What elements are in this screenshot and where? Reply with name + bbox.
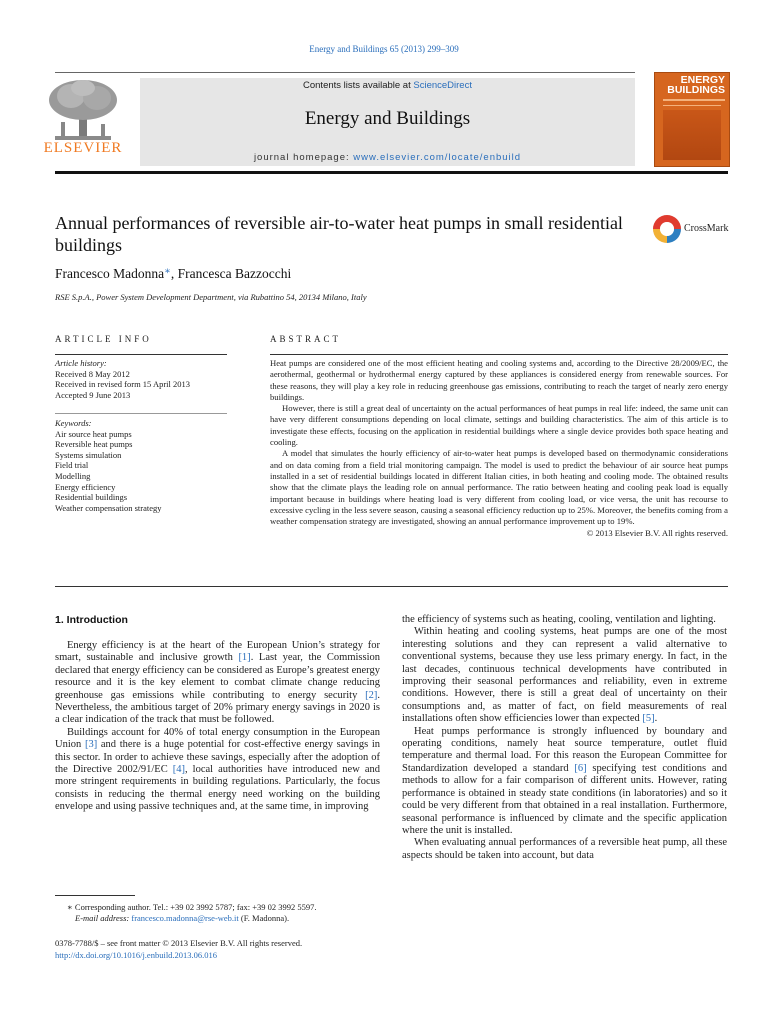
article-info-divider [55, 413, 227, 414]
abstract-paragraph: However, there is still a great deal of uncertainty on the actual performances of heat pumps in real life: indeed, the same unit can have very different consumptions depending on local climate, settings and building characteristics. The aim of this article is to investigate these effects, focusing on the application in residential buildings where a single device provides both space heating and cooling. [270, 403, 728, 448]
section-heading-introduction: 1. Introduction [55, 614, 128, 626]
author-1[interactable]: Francesco Madonna [55, 266, 165, 281]
body-paragraph: Energy efficiency is at the heart of the European Union’s strategy for smart, sustainable and inclusive growth [1]. Last year, the Commission declared that energy efficiency can be considered as Europe’s greatest energy resource and it is the key element to combat climate change reducing greenhouse gas emissions while contributing to energy security [2]. Nevertheless, the ambitious target of 20% primary energy savings in 2020 is a clear indication of the track that must be followed. [55, 640, 380, 726]
crossmark-label: CrossMark [684, 223, 729, 234]
header-bottom-rule [55, 171, 728, 174]
corresponding-author-line: ∗ Corresponding author. Tel.: +39 02 3992 5787; fax: +39 02 3992 5597. [67, 902, 317, 912]
doi-link[interactable]: http://dx.doi.org/10.1016/j.enbuild.2013.06.016 [55, 950, 218, 960]
keyword-item: Systems simulation [55, 449, 122, 460]
body-column-left [55, 640, 380, 814]
body-paragraph: Buildings account for 40% of total energy consumption in the European Union [3] and there is a huge potential for cost-effective energy savings in this sector. In order to achieve these savings, especially after the adoption of the Directive 2002/91/EC [4], local authorities have introduced new and more stringent requirements in building regulations. Particularly, the focus consists in reducing the thermal energy need working on the building envelope and using passive techniques and, at the same time, in improving [55, 726, 381, 813]
abstract-heading: ABSTRACT [270, 334, 342, 344]
abstract-paragraph: Heat pumps are considered one of the most efficient heating and cooling systems and, according to the Directive 28/2009/EC, the aerothermal, geothermal or hydrothermal energy captured by these appliances is considered energy from renewable sources. For these reasons, they will play a key role in reducing greenhouse gas emissions, contributing to reach the target of nearly zero energy buildings. [270, 358, 728, 402]
publisher-logo[interactable] [28, 78, 138, 166]
footnote-rule [55, 895, 135, 896]
reference-link[interactable]: [6] [574, 762, 587, 774]
journal-citation[interactable]: Energy and Buildings 65 (2013) 299–309 [309, 44, 459, 54]
article-info-heading: ARTICLE INFO [55, 334, 152, 344]
abstract-paragraph: A model that simulates the hourly efficiency of air-to-water heat pumps is developed based on thermodynamic considerations and on data coming from a field trial monitoring campaign. The model is used to predict the behaviour of air source heat pumps installed in a set of residential buildings located in different Italian cities, in both heating and cooling mode. The obtained results show that the climate plays the leading role on annual performance. The ratio between heating and cooling peak load is equally important because in buildings where heating load is very different from cooling load, or vice versa, the unit has recourse to excessive cycling in the less severe season, causing a seasonal efficiency reduction up to 25%. Moreover, the benefits coming from a weather compensation strategy are investigated, showing an annual performance improvement up to 19%. [270, 448, 728, 527]
abstract-rule [270, 354, 728, 355]
email-link[interactable]: francesco.madonna@rse-web.it [131, 913, 239, 923]
history-item: Accepted 9 June 2013 [55, 389, 131, 400]
cover-title-line1: ENERGY [680, 74, 725, 86]
reference-link[interactable]: [3] [84, 739, 98, 751]
author-list [55, 266, 291, 282]
cover-stripe-thin [663, 105, 721, 106]
history-label: Article history: [55, 358, 107, 368]
sciencedirect-link[interactable]: ScienceDirect [413, 80, 472, 91]
cover-title [667, 75, 725, 95]
email-label: E-mail address: [75, 913, 132, 923]
corresponding-author-marker[interactable]: ∗ [164, 266, 171, 277]
cover-title-line2: BUILDINGS [667, 84, 725, 96]
email-suffix: (F. Madonna). [238, 913, 290, 923]
history-item: Received 8 May 2012 [55, 368, 130, 379]
tree-icon [41, 78, 125, 142]
reference-link[interactable]: [2] [365, 689, 378, 701]
journal-cover-thumbnail[interactable] [654, 72, 730, 167]
journal-title: Energy and Buildings [304, 108, 471, 129]
article-history [55, 358, 227, 400]
publisher-name: ELSEVIER [43, 140, 123, 156]
corresponding-author-footnote [55, 902, 385, 924]
body-paragraph: the efficiency of systems such as heating, cooling, ventilation and lighting. [402, 614, 716, 625]
keyword-item: Weather compensation strategy [55, 502, 162, 513]
cover-image-block [663, 110, 721, 160]
body-paragraph: When evaluating annual performances of a reversible heat pump, all these aspects should be taken into account, but data [402, 837, 727, 861]
body-paragraph: Heat pumps performance is strongly influenced by boundary and operating conditions, namely heat source temperature, outlet fluid temperature and thermal load. For this reason the European Committee for Standardization developed a standard [6] specifying test conditions and methods to allow for a fair comparison of different units. However, rating performance is obtained in steady state conditions (in laboratories) and so it could be very different from that obtained in a real installation. Furthermore, seasonal performance is influenced by climate and the specific application where the unit is installed. [402, 725, 728, 836]
keywords-label: Keywords: [55, 418, 92, 428]
reference-link[interactable]: [5] [642, 713, 655, 725]
history-item: Received in revised form 15 April 2013 [55, 379, 191, 390]
journal-homepage [140, 152, 635, 163]
body-paragraph: Within heating and cooling systems, heat pumps are one of the most interesting solutions and they can represent a valid alternative to conventional systems, because they use less primary energy. In fact, in the last decades, continuous technical developments have contributed in improving their seasonal performances and reliability, even in extreme conditions. However, there is still a great deal of uncertainty on their consumptions and, as matter of fact, on field measurements of real installations often show efficiencies lower than expected [5]. [402, 626, 727, 725]
reference-link[interactable]: [1] [238, 652, 251, 664]
email-line [55, 913, 385, 924]
contents-prefix: Contents lists available at [303, 80, 414, 91]
abstract-copyright: © 2013 Elsevier B.V. All rights reserved. [586, 528, 728, 539]
author-2: , Francesca Bazzocchi [170, 266, 292, 281]
abstract-bottom-rule [55, 586, 728, 587]
contents-line [140, 80, 635, 91]
crossmark-icon [652, 212, 682, 246]
header-top-rule [55, 72, 635, 73]
article-title: Annual performances of reversible air-to-water heat pumps in small residential buildings [55, 213, 623, 255]
crossmark-button[interactable] [652, 212, 732, 246]
article-info-rule [55, 354, 227, 355]
keyword-item: Field trial [55, 460, 89, 471]
abstract-body [270, 358, 728, 540]
reference-link[interactable]: [4] [172, 764, 186, 776]
issn-line: 0378-7788/$ – see front matter © 2013 Elsevier B.V. All rights reserved. [55, 938, 303, 948]
homepage-prefix: journal homepage: [253, 152, 354, 163]
keywords [55, 418, 227, 513]
cover-stripe [663, 99, 725, 101]
homepage-link[interactable]: www.elsevier.com/locate/enbuild [353, 152, 522, 163]
keyword-item: Modelling [55, 470, 91, 481]
keyword-item: Energy efficiency [55, 481, 116, 492]
issn-block [55, 937, 385, 961]
body-column-right [402, 614, 727, 862]
keyword-item: Air source heat pumps [55, 428, 132, 439]
author-affiliation: RSE S.p.A., Power System Development Department, via Rubattino 54, 20134 Milano, Italy [55, 292, 367, 302]
keyword-item: Residential buildings [55, 492, 128, 503]
keyword-item: Reversible heat pumps [55, 439, 133, 450]
